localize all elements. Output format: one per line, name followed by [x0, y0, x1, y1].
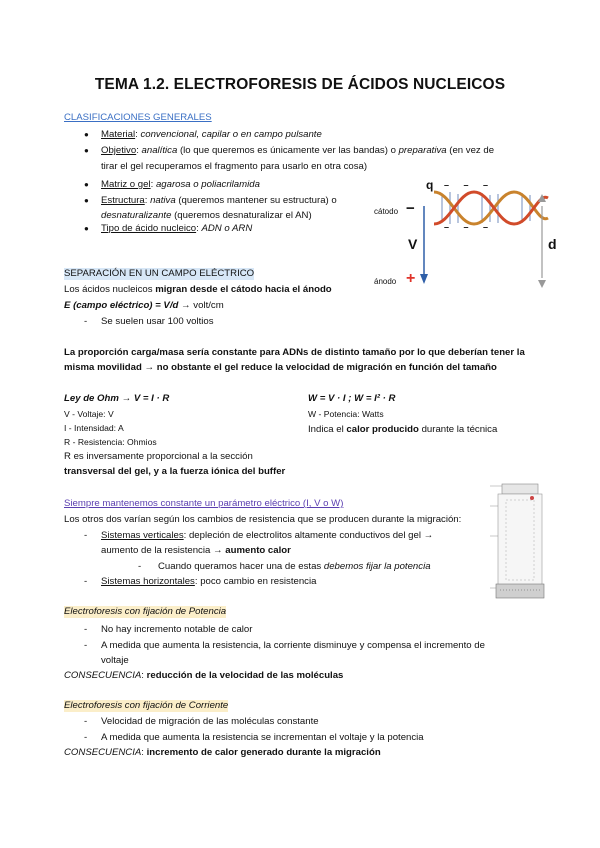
text-span: Indica el: [308, 424, 347, 435]
text-span: : poco cambio en resistencia: [194, 576, 317, 587]
consecuencia-text: incremento de calor generado durante la migración: [146, 747, 381, 758]
item-label: Tipo de ácido nucleico: [101, 223, 197, 234]
corriente-consecuencia: CONSECUENCIA: incremento de calor generado durante la migración: [64, 747, 381, 758]
section-heading-corriente: Electroforesis con fijación de Corriente: [64, 700, 229, 711]
horizontales-label: Sistemas horizontales: [101, 576, 195, 587]
campo-formula: [64, 300, 224, 312]
text-span: : depleción de electrolitos altamente conductivos del gel →: [183, 530, 434, 541]
power-potencia: W - Potencia: Watts: [308, 409, 384, 419]
proporcion-line-1: La proporción carga/masa sería constante para ADNs de distinto tamaño por lo que deberían tener la: [64, 347, 525, 358]
dash-icon: -: [84, 716, 88, 727]
bold-span: calor producido: [346, 424, 419, 435]
list-item: [101, 129, 322, 141]
horizontales-line: [101, 576, 316, 588]
section-heading-constante: Siempre mantenemos constante un parámetro eléctrico (I, V o W): [64, 498, 344, 509]
consecuencia-label: CONSECUENCIA: [64, 747, 142, 758]
bullet-icon: ●: [84, 180, 89, 189]
item-text: convencional, capilar o en campo pulsante: [140, 129, 322, 140]
vertical-gel-apparatus-image: [488, 476, 548, 606]
item-sep: :: [150, 179, 156, 190]
catodo-label: cátodo: [374, 207, 399, 216]
item-text: (queremos mantener su estructura) o: [175, 195, 337, 206]
item-text: agarosa o poliacrilamida: [155, 179, 260, 190]
dna-electrophoresis-diagram: [370, 178, 570, 290]
item-label: Objetivo: [101, 145, 137, 156]
power-note: [308, 424, 497, 436]
dash-icon: -: [84, 530, 88, 541]
bold-span: aumento calor: [225, 545, 291, 556]
apparatus-svg: [488, 476, 548, 606]
item-sep: :: [135, 129, 141, 140]
item-italic: desnaturalizante: [101, 210, 172, 221]
bullet-icon: ●: [84, 224, 89, 233]
charge-label: q: [426, 178, 434, 192]
minus-sign: −: [406, 200, 415, 217]
bullet-icon: ●: [84, 196, 89, 205]
list-item: [101, 223, 252, 235]
item-italic: preparativa: [398, 145, 447, 156]
potencia-consecuencia: CONSECUENCIA: reducción de la velocidad de las moléculas: [64, 670, 344, 681]
bold-span: migran desde el cátodo hacia el ánodo: [155, 284, 332, 295]
helix-strand-1: [434, 192, 548, 224]
potencia-bullet-2: A medida que aumenta la resistencia, la corriente disminuye y compensa el incremento de: [101, 640, 485, 651]
item-label: Material: [101, 129, 136, 140]
verticales-line-2: [101, 545, 291, 557]
bullet-icon: ●: [84, 130, 89, 139]
ohm-voltaje: V - Voltaje: V: [64, 409, 114, 419]
potencia-bullet-2-cont: voltaje: [101, 655, 129, 666]
text-span: Cuando queramos hacer una de estas: [158, 561, 324, 572]
anodo-label: ánodo: [374, 277, 397, 286]
item-sep: :: [196, 223, 202, 234]
separacion-bullet: Se suelen usar 100 voltios: [101, 316, 214, 327]
dash-icon: -: [84, 316, 88, 327]
corriente-bullet-1: Velocidad de migración de las moléculas constante: [101, 716, 319, 727]
potencia-bullet-1: No hay incremento notable de calor: [101, 624, 253, 635]
text-span: durante la técnica: [418, 424, 498, 435]
dash-icon: -: [84, 640, 88, 651]
ohm-resistencia: R - Resistencia: Ohmios: [64, 437, 157, 447]
page-title: TEMA 1.2. ELECTROFORESIS DE ÁCIDOS NUCLEICOS: [94, 76, 506, 93]
item-text: ADN o ARN: [201, 223, 253, 234]
voltage-arrow-head: [420, 274, 428, 284]
italic-span: debemos fijar la potencia: [323, 561, 431, 572]
item-italic: nativa: [150, 195, 176, 206]
verticales-sub: [158, 561, 431, 573]
corriente-bullet-2: A medida que aumenta la resistencia se incrementan el voltaje y la potencia: [101, 732, 424, 743]
item-label: Estructura: [101, 195, 145, 206]
item-text: (queremos desnaturalizar el AN): [171, 210, 312, 221]
item-text: (lo que queremos es únicamente ver las bandas) o: [177, 145, 399, 156]
consecuencia-text: reducción de la velocidad de las moléculas: [146, 670, 344, 681]
ohm-formula: Ley de Ohm → V = I · R: [64, 393, 170, 404]
ohm-note-2: transversal del gel, y a la fuerza iónica del buffer: [64, 466, 286, 477]
separacion-line-1: [64, 284, 332, 296]
verticales-line-1: [101, 530, 433, 542]
verticales-label: Sistemas verticales: [101, 530, 184, 541]
item-italic: analítica: [141, 145, 178, 156]
list-item: [101, 145, 494, 157]
section-heading-separacion: SEPARACIÓN EN UN CAMPO ELÉCTRICO: [64, 268, 255, 279]
formula-lhs: E (campo eléctrico) = V/d: [64, 300, 179, 311]
bullet-icon: ●: [84, 146, 89, 155]
distance-arrow-head-bottom: [538, 280, 546, 288]
item-label: Matriz o gel: [101, 179, 151, 190]
list-item-continuation: [101, 210, 312, 222]
distance-label: d: [548, 236, 557, 252]
formula-rhs: → volt/cm: [178, 300, 224, 311]
voltage-label: V: [408, 236, 418, 252]
list-item-continuation: tirar el gel recuperamos el fragmento para usarlo en otra cosa): [101, 161, 368, 172]
power-formula: W = V · I ; W = I² · R: [308, 393, 396, 404]
dash-icon: -: [138, 561, 142, 572]
item-sep: :: [136, 145, 142, 156]
ohm-note-1: R es inversamente proporcional a la sección: [64, 451, 253, 462]
ohm-intensidad: I - Intensidad: A: [64, 423, 124, 433]
section-heading-potencia: Electroforesis con fijación de Potencia: [64, 606, 227, 617]
text-span: Los ácidos nucleicos: [64, 284, 156, 295]
item-sep: :: [144, 195, 151, 206]
dash-icon: -: [84, 576, 88, 587]
constante-intro: Los otros dos varían según los cambios de resistencia que se producen durante la migración:: [64, 514, 462, 525]
dash-icon: -: [84, 732, 88, 743]
section-heading-clasificaciones: CLASIFICACIONES GENERALES: [64, 112, 212, 123]
plus-sign: +: [406, 270, 416, 287]
dash-icon: -: [84, 624, 88, 635]
helix-strand-2: [434, 192, 548, 224]
proporcion-line-2: misma movilidad → no obstante el gel reduce la velocidad de migración en función del tamaño: [64, 362, 497, 373]
list-item: [101, 179, 260, 191]
text-span: aumento de la resistencia →: [101, 545, 226, 556]
consecuencia-label: CONSECUENCIA: [64, 670, 142, 681]
negative-charges-bottom: – – –: [444, 222, 495, 232]
dna-diagram-svg: [370, 178, 570, 290]
negative-charges-top: – – –: [444, 180, 495, 190]
item-text: (en vez de: [446, 145, 495, 156]
list-item: [101, 195, 337, 207]
